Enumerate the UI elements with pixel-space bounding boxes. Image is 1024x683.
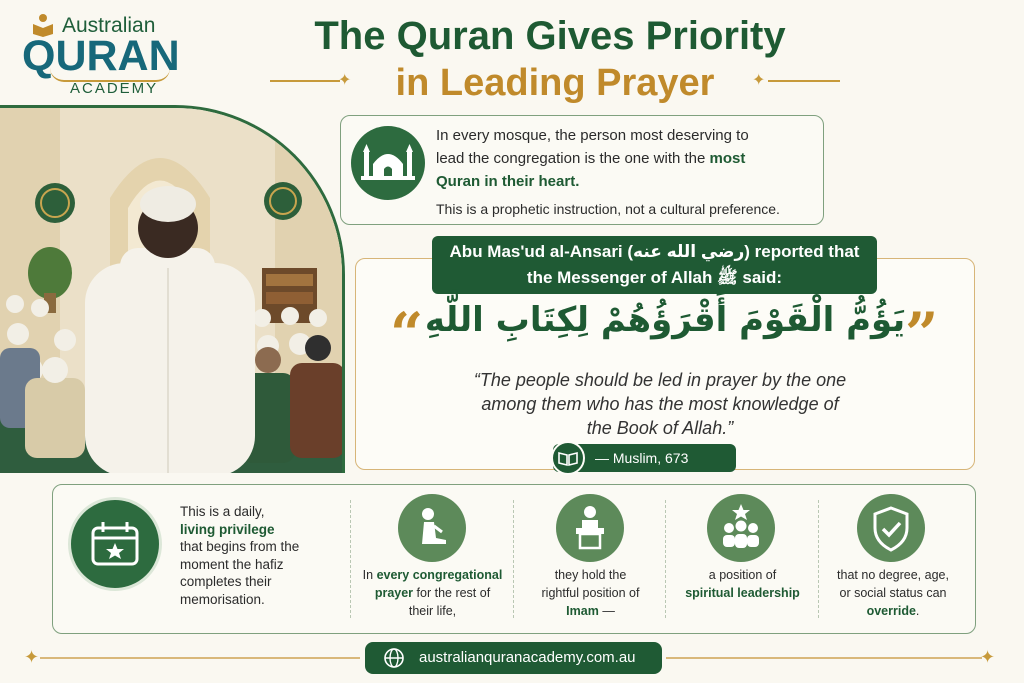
hadith-translation xyxy=(450,368,870,440)
point-imam xyxy=(518,566,663,620)
hadith-source-badge xyxy=(553,444,736,472)
point1-text-c: their life, xyxy=(408,604,457,618)
point4-text-a: that no degree, age, xyxy=(837,568,949,582)
daily-line-4: moment the hafiz xyxy=(180,556,284,572)
point2-text-a: they hold the xyxy=(554,568,627,582)
narrator-line-2: the Messenger of Allah ﷺ said: xyxy=(526,268,783,287)
intro-highlight-most: most xyxy=(709,150,746,167)
point-congregational xyxy=(355,566,510,620)
hadith-source-text: — Muslim, 673 xyxy=(595,450,689,466)
close-quote-mark: ” xyxy=(905,300,939,368)
divider xyxy=(818,500,819,618)
logo-text-australian: Australian xyxy=(62,14,156,37)
point2-text-b: rightful position of xyxy=(541,586,640,600)
point1-text-a: In xyxy=(362,568,374,582)
star-ornament-icon: ✦ xyxy=(752,72,766,89)
point-leadership xyxy=(670,566,815,602)
intro-line-2: lead the congregation is the one with the xyxy=(436,150,706,167)
point1-highlight-b: prayer xyxy=(374,586,414,600)
divider xyxy=(665,500,666,618)
intro-highlight-quran: Quran in their heart. xyxy=(436,173,580,190)
page-title-line1: The Quran Gives Priority xyxy=(314,14,786,58)
globe-icon xyxy=(383,647,405,669)
divider xyxy=(513,500,514,618)
title-ornament-right xyxy=(768,80,840,82)
translation-line-1: “The people should be led in prayer by the one xyxy=(473,370,847,390)
daily-line-1: This is a daily, xyxy=(180,504,265,519)
point-override xyxy=(823,566,963,620)
calendar-star-icon xyxy=(68,497,162,591)
star-ornament-icon: ✦ xyxy=(980,647,996,667)
website-link[interactable] xyxy=(365,642,662,674)
daily-highlight: living privilege xyxy=(180,521,275,537)
divider xyxy=(350,500,351,618)
footer-line-right xyxy=(666,657,982,659)
mosque-icon xyxy=(351,126,425,200)
point1-highlight-a: every congregational xyxy=(376,568,503,582)
daily-privilege-text xyxy=(180,503,330,608)
narrator-line-1: Abu Mas'ud al-Ansari (رضي الله عنه) reported that xyxy=(449,242,860,261)
point4-highlight: override xyxy=(866,604,916,618)
intro-text xyxy=(436,124,749,193)
logo-text-quran: QURAN xyxy=(22,32,180,80)
logo-text-academy: ACADEMY xyxy=(70,80,159,97)
point2-dash: — xyxy=(602,604,615,618)
intro-card xyxy=(340,115,824,225)
narrator-banner xyxy=(432,236,877,294)
point1-text-b: for the rest of xyxy=(416,586,491,600)
daily-line-5: completes their xyxy=(180,574,272,589)
page-title-line2: in Leading Prayer xyxy=(395,62,715,104)
point3-highlight: spiritual leadership xyxy=(685,586,800,600)
translation-line-2: among them who has the most knowledge of xyxy=(481,394,839,414)
daily-line-6: memorisation. xyxy=(180,591,265,607)
point4-text-b: or social status can xyxy=(839,586,947,600)
praying-person-icon xyxy=(398,494,466,562)
website-url-text[interactable]: australianquranacademy.com.au xyxy=(419,649,636,666)
hadith-arabic-text: يَؤُمُّ الْقَوْمَ أَقْرَؤُهُمْ لِكِتَابِ اللَّهِ xyxy=(424,300,906,340)
title-ornament-left xyxy=(270,80,340,82)
intro-note: This is a prophetic instruction, not a cultural preference. xyxy=(436,201,780,217)
star-ornament-icon: ✦ xyxy=(338,72,352,89)
leader-group-icon xyxy=(707,494,775,562)
logo xyxy=(22,12,197,97)
daily-line-3: that begins from the xyxy=(180,539,300,554)
star-ornament-icon: ✦ xyxy=(24,647,40,667)
mosque-prayer-photo xyxy=(0,105,345,473)
imam-lectern-icon xyxy=(556,494,624,562)
point4-period: . xyxy=(915,604,920,618)
intro-line-1: In every mosque, the person most deserving to xyxy=(436,127,749,144)
footer-line-left xyxy=(40,657,360,659)
shield-check-icon xyxy=(857,494,925,562)
point2-highlight: Imam xyxy=(566,604,599,618)
point3-text: a position of xyxy=(708,568,777,582)
book-icon xyxy=(551,441,585,475)
translation-line-3: the Book of Allah.” xyxy=(586,418,734,438)
open-quote-mark: “ xyxy=(390,300,424,368)
